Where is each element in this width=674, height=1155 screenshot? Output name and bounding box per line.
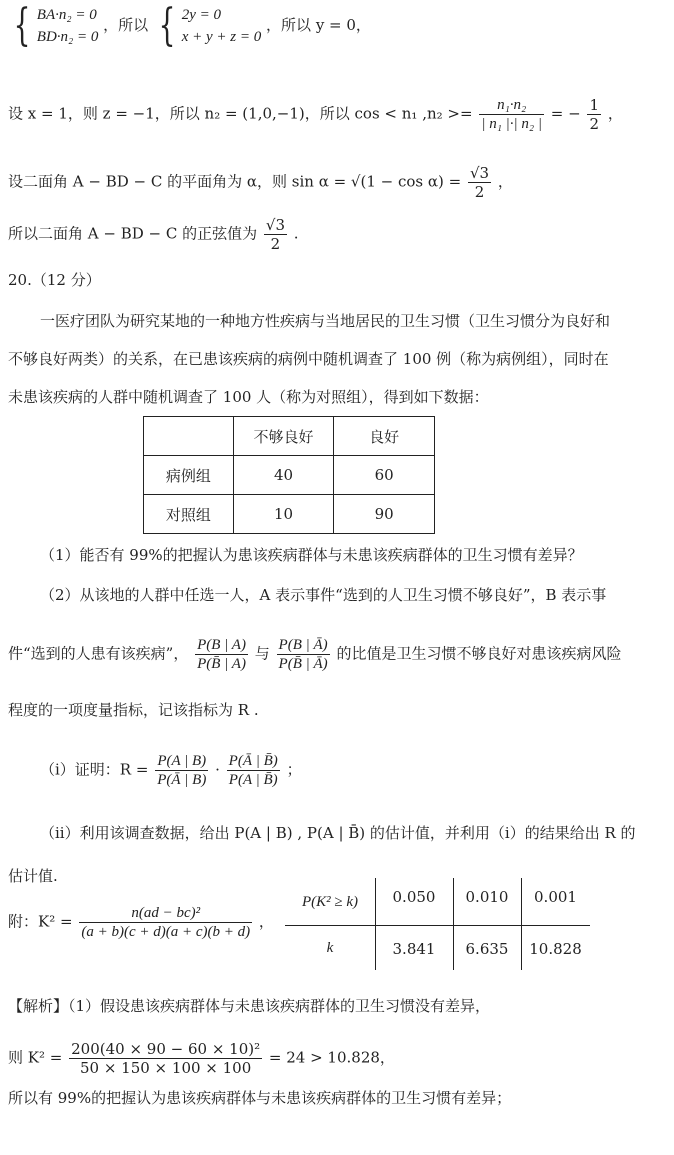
fraction-denominator: 2 — [589, 115, 600, 133]
text: ， — [607, 104, 623, 123]
table-cell: k — [326, 940, 334, 956]
brace-symbol: { — [13, 0, 31, 51]
table-cell — [144, 417, 234, 456]
fraction-denominator: P(A | B̄) — [228, 772, 278, 788]
table-cell: 6.635 — [465, 940, 509, 958]
table-cell: 病例组 — [144, 456, 234, 495]
text: = 24 > 10.828， — [268, 1048, 395, 1067]
math-line — [8, 904, 274, 941]
fraction-denominator: 2 — [474, 183, 485, 201]
fraction — [69, 1040, 262, 1077]
text: 设 x = 1，则 z = −1，所以 n₂ = (1,0,−1)，所以 cos < n₁ ,n₂ >= — [8, 104, 473, 123]
fraction-numerator: 1 — [589, 96, 600, 114]
table-cell: 60 — [334, 456, 435, 495]
paragraph-line: 所以有 99%的把握认为患该疾病群体与未患该疾病群体的卫生习惯有差异； — [8, 1089, 512, 1107]
text: 与 — [254, 644, 270, 663]
fraction-denominator: P(Ā | B) — [157, 772, 207, 788]
fraction — [227, 752, 280, 789]
math-line — [8, 96, 623, 133]
system-eq: x + y + z = 0 — [181, 29, 262, 45]
table-cell: 不够良好 — [233, 417, 334, 456]
fraction — [195, 636, 248, 673]
math-line — [8, 636, 621, 673]
fraction-numerator: P(B | A) — [197, 637, 246, 653]
math-line — [8, 1040, 395, 1077]
fraction — [468, 164, 491, 201]
text: ， — [497, 172, 513, 191]
paragraph-line: 一医疗团队为研究某地的一种地方性疾病与当地居民的卫生习惯（卫生习惯分为良好和 — [40, 312, 611, 330]
text: 的比值是卫生习惯不够良好对患该疾病风险 — [336, 644, 622, 663]
question-part: （ii）利用该调查数据，给出 P(A | B) , P(A | B̄) 的估计值，并利用（i）的结果给出 R 的 — [40, 824, 636, 842]
system-line — [8, 0, 371, 51]
fraction — [587, 96, 601, 133]
fraction-denominator: (a + b)(c + d)(a + c)(b + d) — [81, 924, 251, 940]
table-cell: 0.010 — [465, 888, 509, 906]
paragraph-line: 估计值. — [8, 867, 58, 885]
table-cell: 10 — [233, 495, 334, 534]
fraction-denominator: 2 — [270, 235, 281, 253]
fraction-denominator: P(B̄ | A) — [197, 656, 246, 672]
paragraph-line: 未患该疾病的人群中随机调查了 100 人（称为对照组），得到如下数据： — [8, 388, 489, 406]
paragraph-line: 不够良好两类）的关系，在已患该疾病的病例中随机调查了 100 例（称为病例组），同时在 — [8, 350, 609, 368]
table-row — [144, 417, 435, 456]
fraction-numerator: P(B | Ā) — [278, 637, 328, 653]
text: 所以二面角 A − BD − C 的正弦值为 — [8, 224, 258, 243]
table-cell: 良好 — [334, 417, 435, 456]
fraction — [264, 216, 287, 253]
text: . — [293, 224, 299, 243]
math-line — [40, 752, 302, 789]
math-line — [8, 216, 299, 253]
text: ，所以 — [103, 16, 149, 34]
text: ， — [258, 912, 274, 931]
fraction — [277, 636, 330, 673]
fraction-numerator: P(A | B) — [155, 752, 208, 771]
fraction-denominator: 50 × 150 × 100 × 100 — [79, 1059, 252, 1077]
fraction-numerator: √3 — [469, 164, 490, 182]
text: ； — [286, 760, 302, 779]
table-cell: 3.841 — [392, 940, 436, 958]
text: 则 K² = — [8, 1048, 63, 1067]
text: 附：K² = — [8, 912, 73, 931]
question-number: 20.（12 分） — [8, 271, 101, 289]
text: ，所以 y = 0， — [266, 16, 371, 34]
text: 件“选到的人患有该疾病”， — [8, 644, 189, 663]
question-part: （1）能否有 99%的把握认为患该疾病群体与未患该疾病群体的卫生习惯有差异？ — [40, 546, 583, 564]
fraction-numerator: √3 — [265, 216, 285, 234]
table-cell: 90 — [334, 495, 435, 534]
system-eq: BA·n₂ = 0 — [36, 7, 97, 23]
question-part: （2）从该地的人群中任选一人，A 表示事件“选到的人卫生习惯不够良好”，B 表示事 — [40, 586, 607, 604]
solution-heading: 【解析】（1）假设患该疾病群体与未患该疾病群体的卫生习惯没有差异， — [8, 997, 491, 1015]
table-cell: 对照组 — [144, 495, 234, 534]
fraction — [479, 96, 544, 133]
table-cell: 0.050 — [392, 888, 436, 906]
fraction-denominator: | n₁ |·| n₂ | — [481, 116, 543, 132]
brace-symbol: { — [158, 0, 176, 51]
critical-value-table — [285, 878, 590, 970]
table-cell: P(K² ≥ k) — [301, 894, 359, 910]
fraction-denominator: P(B̄ | Ā) — [278, 656, 328, 672]
table-cell: 0.001 — [534, 888, 577, 906]
fraction-numerator: n(ad − bc)² — [79, 904, 252, 923]
table-cell: 40 — [233, 456, 334, 495]
fraction — [155, 752, 208, 789]
text: （i）证明：R = — [40, 760, 149, 779]
math-line — [8, 164, 513, 201]
text: · — [215, 760, 220, 779]
data-table — [143, 416, 435, 534]
table-row — [144, 495, 435, 534]
system-eq: BD·n₂ = 0 — [36, 29, 99, 45]
system-eq: 2y = 0 — [181, 7, 222, 23]
fraction-numerator: n₁·n₂ — [479, 96, 544, 115]
table-row — [144, 456, 435, 495]
table-cell: 10.828 — [529, 940, 582, 958]
text: 设二面角 A − BD − C 的平面角为 α，则 sin α = √(1 − cos α) = — [8, 172, 462, 191]
text: = − — [550, 104, 581, 123]
fraction-numerator: P(Ā | B̄) — [228, 753, 278, 769]
fraction-numerator: 200(40 × 90 − 60 × 10)² — [71, 1040, 261, 1058]
paragraph-line: 程度的一项度量指标，记该指标为 R . — [8, 701, 259, 719]
fraction — [79, 904, 252, 941]
